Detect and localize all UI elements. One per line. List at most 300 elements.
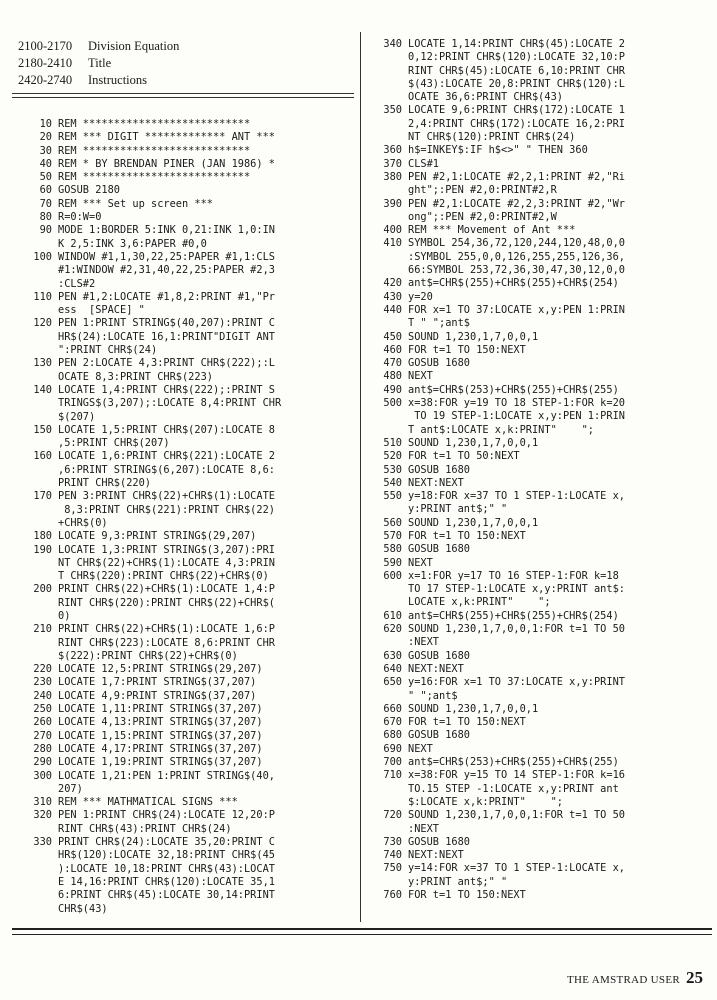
line-number: 10 (39, 118, 52, 130)
code-text: REM * BY BRENDAN PINER (JAN 1986) * (58, 157, 275, 170)
code-text: T " ";ant$ (408, 317, 470, 330)
code-line (366, 131, 714, 144)
code-text: PRINT CHR$(24):LOCATE 35,20:PRINT C (58, 836, 275, 849)
code-line (16, 610, 356, 623)
code-line (16, 650, 356, 663)
line-number: 560 (383, 516, 402, 529)
line-number (16, 557, 58, 570)
code-line (16, 464, 356, 477)
code-line (366, 410, 714, 423)
code-text: LOCATE 1,4:PRINT CHR$(222);:PRINT S (58, 383, 275, 396)
line-number: 140 (33, 383, 52, 396)
code-line (366, 650, 714, 663)
magazine-name: THE AMSTRAD USER (567, 974, 680, 986)
code-line (366, 211, 714, 224)
code-line (366, 729, 714, 742)
code-text: ant$=CHR$(255)+CHR$(255)+CHR$(254) (408, 609, 619, 622)
line-number: 530 (383, 463, 402, 476)
line-number: 300 (33, 769, 52, 782)
line-number: 150 (33, 423, 52, 436)
code-line (366, 331, 714, 344)
code-line (366, 503, 714, 516)
code-line (366, 291, 714, 304)
line-number (366, 876, 408, 889)
line-number: 710 (383, 769, 402, 782)
code-text: FOR t=1 TO 50:NEXT (408, 450, 520, 463)
code-line (366, 184, 714, 197)
code-text: REM *** DIGIT ************* ANT *** (58, 131, 275, 144)
code-line (16, 809, 356, 822)
line-number: 250 (33, 703, 52, 716)
code-text: R=0:W=0 (58, 211, 102, 224)
code-line (16, 224, 356, 237)
code-text: ant$=CHR$(255)+CHR$(255)+CHR$(254) (408, 277, 619, 290)
code-line (16, 450, 356, 463)
line-number: 420 (383, 277, 402, 290)
code-listing-left (16, 118, 356, 916)
code-line (366, 530, 714, 543)
code-text: GOSUB 1680 (408, 835, 470, 848)
code-line (366, 823, 714, 836)
code-line (16, 690, 356, 703)
code-text: SOUND 1,230,1,7,0,0,1 (408, 436, 539, 449)
code-line (366, 756, 714, 769)
line-number (16, 903, 58, 916)
code-text: y:PRINT ant$;" " (408, 503, 508, 516)
code-text: ant$=CHR$(253)+CHR$(255)+CHR$(255) (408, 383, 619, 396)
code-text: NEXT (408, 556, 433, 569)
line-number (16, 371, 58, 384)
code-text: REM *************************** (58, 118, 251, 130)
line-number (16, 411, 58, 424)
code-text: FOR x=1 TO 37:LOCATE x,y:PEN 1:PRIN (408, 303, 625, 316)
code-text: ong";:PEN #2,0:PRINT#2,W (408, 210, 557, 223)
code-line (366, 118, 714, 131)
line-number: 180 (33, 530, 52, 543)
line-number: 240 (33, 689, 52, 702)
code-line (366, 783, 714, 796)
code-text: REM *************************** (58, 171, 251, 184)
line-number (16, 397, 58, 410)
code-text: PRINT CHR$(22)+CHR$(1):LOCATE 1,4:P (58, 583, 275, 596)
code-line (16, 783, 356, 796)
code-line (366, 623, 714, 636)
code-line (366, 876, 714, 889)
line-number: 330 (33, 836, 52, 849)
code-line (16, 171, 356, 184)
line-number: 460 (383, 343, 402, 356)
code-text: PEN 2:LOCATE 4,3:PRINT CHR$(222);:L (58, 357, 275, 370)
code-text: SYMBOL 254,36,72,120,244,120,48,0,0 (408, 237, 625, 250)
code-text: y=14:FOR x=37 TO 1 STEP-1:LOCATE x, (408, 862, 625, 875)
code-text: y=18:FOR x=37 TO 1 STEP-1:LOCATE x, (408, 490, 625, 503)
line-number (366, 51, 408, 64)
code-line (366, 317, 714, 330)
line-number (366, 583, 408, 596)
code-text: 2,4:PRINT CHR$(172):LOCATE 16,2:PRI (408, 117, 625, 130)
code-text: x=1:FOR y=17 TO 16 STEP-1:FOR k=18 (408, 569, 619, 582)
code-text: ,5:PRINT CHR$(207) (58, 437, 170, 450)
code-text: NT CHR$(120):PRINT CHR$(24) (408, 131, 576, 144)
code-text: SOUND 1,230,1,7,0,0,1:FOR t=1 TO 50 (408, 623, 625, 636)
line-number (366, 91, 408, 104)
line-number: 430 (383, 290, 402, 303)
line-number: 540 (383, 476, 402, 489)
routine-title: Instructions (88, 73, 148, 87)
code-text: OCATE 36,6:PRINT CHR$(43) (408, 91, 563, 104)
code-text: ess [SPACE] " (58, 304, 145, 317)
line-number (16, 849, 58, 862)
code-line (366, 836, 714, 849)
line-number: 670 (383, 716, 402, 729)
code-line (16, 158, 356, 171)
line-number (366, 78, 408, 91)
code-text: PEN #2,1:LOCATE #2,2,3:PRINT #2,"Wr (408, 197, 625, 210)
code-text: FOR t=1 TO 150:NEXT (408, 716, 526, 729)
line-number (366, 424, 408, 437)
code-line (366, 716, 714, 729)
code-text: RINT CHR$(220):PRINT CHR$(22)+CHR$( (58, 596, 275, 609)
code-line (366, 370, 714, 383)
line-number: 440 (383, 303, 402, 316)
line-number: 80 (39, 211, 52, 224)
line-number: 60 (39, 184, 52, 197)
line-number (16, 304, 58, 317)
line-number (366, 636, 408, 649)
code-line (16, 876, 356, 889)
code-text: GOSUB 2180 (58, 184, 120, 197)
line-number: 110 (33, 290, 52, 303)
line-number: 290 (33, 756, 52, 769)
code-line (16, 823, 356, 836)
code-text: REM *** Movement of Ant *** (408, 224, 576, 237)
code-text: LOCATE 4,17:PRINT STRING$(37,207) (58, 742, 263, 755)
code-line (366, 663, 714, 676)
line-number: 160 (33, 450, 52, 463)
line-range: 2100-2170 (18, 39, 73, 53)
code-text: $(222):PRINT CHR$(22)+CHR$(0) (58, 649, 238, 662)
code-line (366, 543, 714, 556)
line-number: 220 (33, 663, 52, 676)
code-text: NT CHR$(22)+CHR$(1):LOCATE 4,3:PRIN (58, 556, 275, 569)
code-text: LOCATE 1,11:PRINT STRING$(37,207) (58, 703, 263, 716)
code-text: #1:WINDOW #2,31,40,22,25:PAPER #2,3 (58, 264, 275, 277)
code-line (16, 251, 356, 264)
line-number: 100 (33, 250, 52, 263)
code-line (16, 637, 356, 650)
code-line (16, 211, 356, 224)
line-number: 50 (39, 171, 52, 184)
code-line (16, 317, 356, 330)
code-line (366, 51, 714, 64)
code-text: GOSUB 1680 (408, 463, 470, 476)
code-line (366, 490, 714, 503)
line-number: 130 (33, 357, 52, 370)
code-text: HR$(120):LOCATE 32,18:PRINT CHR$(45 (58, 849, 275, 862)
line-number (16, 344, 58, 357)
code-text: LOCATE 1,7:PRINT STRING$(37,207) (58, 676, 257, 689)
line-number: 200 (33, 583, 52, 596)
code-text: FOR t=1 TO 150:NEXT (408, 889, 526, 901)
code-line (16, 703, 356, 716)
code-line (16, 397, 356, 410)
code-line (16, 344, 356, 357)
code-line (366, 610, 714, 623)
code-line (366, 198, 714, 211)
line-number: 390 (383, 197, 402, 210)
code-text: LOCATE x,k:PRINT" "; (408, 596, 551, 609)
code-text: LOCATE 1,6:PRINT CHR$(221):LOCATE 2 (58, 450, 275, 463)
line-number: 470 (383, 357, 402, 370)
code-text: PEN 1:PRINT STRING$(40,207):PRINT C (58, 317, 275, 330)
code-text: PRINT CHR$(220) (58, 477, 151, 490)
code-line (16, 278, 356, 291)
code-text: 0,12:PRINT CHR$(120):LOCATE 32,10:P (408, 51, 625, 64)
code-line (16, 770, 356, 783)
line-number: 630 (383, 649, 402, 662)
code-line (366, 889, 714, 902)
code-line (16, 131, 356, 144)
code-line (16, 118, 356, 131)
line-number: 570 (383, 529, 402, 542)
line-number (16, 477, 58, 490)
code-text: PRINT CHR$(22)+CHR$(1):LOCATE 1,6:P (58, 623, 275, 636)
code-text: ,6:PRINT STRING$(6,207):LOCATE 8,6: (58, 463, 275, 476)
line-number (16, 331, 58, 344)
code-line (366, 450, 714, 463)
code-line (16, 730, 356, 743)
line-number: 400 (383, 224, 402, 237)
code-line (16, 384, 356, 397)
line-number: 260 (33, 716, 52, 729)
code-line (16, 597, 356, 610)
page-number: 25 (686, 968, 703, 987)
code-line (16, 836, 356, 849)
code-line (16, 264, 356, 277)
code-text: CLS#1 (408, 157, 439, 170)
code-text: PEN #1,2:LOCATE #1,8,2:PRINT #1,"Pr (58, 290, 275, 303)
code-text: WINDOW #1,1,30,22,25:PAPER #1,1:CLS (58, 250, 275, 263)
code-line (366, 557, 714, 570)
code-text: x=38:FOR y=19 TO 18 STEP-1:FOR k=20 (408, 397, 625, 410)
code-text: RINT CHR$(223):LOCATE 8,6:PRINT CHR (58, 636, 275, 649)
code-line (366, 424, 714, 437)
code-line (366, 237, 714, 250)
code-line (16, 557, 356, 570)
code-text: ):LOCATE 10,18:PRINT CHR$(43):LOCAT (58, 862, 275, 875)
line-number: 740 (383, 849, 402, 862)
code-text: PEN 1:PRINT CHR$(24):LOCATE 12,20:P (58, 809, 275, 822)
code-text: SOUND 1,230,1,7,0,0,1 (408, 330, 539, 343)
code-text: LOCATE 1,5:PRINT CHR$(207):LOCATE 8 (58, 423, 275, 436)
line-number: 580 (383, 543, 402, 556)
line-number: 650 (383, 676, 402, 689)
code-text: GOSUB 1680 (408, 729, 470, 742)
index-rule-bottom (12, 97, 354, 98)
code-text: SOUND 1,230,1,7,0,0,1 (408, 516, 539, 529)
code-text: FOR t=1 TO 150:NEXT (408, 529, 526, 542)
code-line (366, 104, 714, 117)
code-line (16, 623, 356, 636)
code-text: TO 17 STEP-1:LOCATE x,y:PRINT ant$: (408, 583, 625, 596)
line-number: 30 (39, 144, 52, 157)
line-number (16, 504, 58, 517)
code-line (366, 796, 714, 809)
line-number: 660 (383, 702, 402, 715)
line-number (366, 690, 408, 703)
line-number: 340 (383, 38, 402, 50)
line-number: 360 (383, 144, 402, 157)
code-text: LOCATE 9,3:PRINT STRING$(29,207) (58, 530, 257, 543)
line-number: 750 (383, 862, 402, 875)
code-text: 66:SYMBOL 253,72,36,30,47,30,12,0,0 (408, 264, 625, 277)
code-text: $:LOCATE x,k:PRINT" "; (408, 795, 563, 808)
line-number: 510 (383, 436, 402, 449)
code-line (366, 78, 714, 91)
code-text: REM *** MATHMATICAL SIGNS *** (58, 796, 238, 809)
code-text: y=16:FOR x=1 TO 37:LOCATE x,y:PRINT (408, 676, 625, 689)
routine-index-row (18, 55, 179, 72)
code-text: LOCATE 1,19:PRINT STRING$(37,207) (58, 756, 263, 769)
code-line (366, 384, 714, 397)
column-divider (360, 32, 361, 922)
code-line (16, 756, 356, 769)
code-line (366, 477, 714, 490)
code-line (16, 504, 356, 517)
code-text: h$=INKEY$:IF h$<>" " THEN 360 (408, 144, 588, 157)
line-number (16, 437, 58, 450)
code-text: $(207) (58, 410, 96, 423)
line-number (16, 570, 58, 583)
code-line (16, 357, 356, 370)
code-text: :NEXT (408, 822, 439, 835)
code-line (16, 198, 356, 211)
code-text: FOR t=1 TO 150:NEXT (408, 343, 526, 356)
code-text: GOSUB 1680 (408, 357, 470, 370)
code-text: MODE 1:BORDER 5:INK 0,21:INK 1,0:IN (58, 224, 275, 237)
line-number: 170 (33, 490, 52, 503)
code-line (16, 291, 356, 304)
code-text: 8,3:PRINT CHR$(221):PRINT CHR$(22) (58, 503, 275, 516)
line-number: 20 (39, 131, 52, 144)
code-line (366, 264, 714, 277)
code-line (366, 636, 714, 649)
line-number (366, 118, 408, 131)
code-line (16, 411, 356, 424)
line-number: 680 (383, 729, 402, 742)
code-text: LOCATE 12,5:PRINT STRING$(29,207) (58, 663, 263, 676)
line-number (16, 823, 58, 836)
line-number: 280 (33, 742, 52, 755)
code-line (16, 477, 356, 490)
line-number (366, 596, 408, 609)
line-number (16, 876, 58, 889)
code-text: ":PRINT CHR$(24) (58, 344, 158, 357)
line-number: 760 (383, 889, 402, 901)
code-text: GOSUB 1680 (408, 543, 470, 556)
code-text: TRINGS$(3,207);:LOCATE 8,4:PRINT CHR (58, 397, 282, 410)
code-line (16, 849, 356, 862)
code-text: LOCATE 1,21:PEN 1:PRINT STRING$(40, (58, 769, 275, 782)
code-text: 207) (58, 782, 83, 795)
line-number (16, 238, 58, 251)
code-line (16, 716, 356, 729)
code-line (366, 304, 714, 317)
code-line (366, 224, 714, 237)
page-footer (567, 968, 703, 988)
code-line (366, 769, 714, 782)
code-text: REM *** Set up screen *** (58, 197, 213, 210)
code-line (366, 849, 714, 862)
code-text: RINT CHR$(45):LOCATE 6,10:PRINT CHR (408, 64, 625, 77)
code-text: LOCATE 4,13:PRINT STRING$(37,207) (58, 716, 263, 729)
code-text: NEXT:NEXT (408, 662, 464, 675)
code-text: E 14,16:PRINT CHR$(120):LOCATE 35,1 (58, 875, 275, 888)
code-text: LOCATE 1,3:PRINT STRING$(3,207):PRI (58, 543, 275, 556)
code-line (16, 570, 356, 583)
code-text: LOCATE 1,14:PRINT CHR$(45):LOCATE 2 (408, 38, 625, 50)
line-range: 2420-2740 (18, 73, 73, 87)
code-text: T ant$:LOCATE x,k:PRINT" "; (408, 423, 594, 436)
index-rule-top (12, 93, 354, 94)
code-text: 6:PRINT CHR$(45):LOCATE 30,14:PRINT (58, 889, 275, 902)
line-number: 720 (383, 809, 402, 822)
code-line (366, 397, 714, 410)
code-line (366, 158, 714, 171)
code-line (366, 862, 714, 875)
line-number: 450 (383, 330, 402, 343)
code-line (16, 371, 356, 384)
code-line (366, 676, 714, 689)
code-text: +CHR$(0) (58, 516, 108, 529)
routine-index-row (18, 72, 179, 89)
code-text: T CHR$(220):PRINT CHR$(22)+CHR$(0) (58, 570, 269, 583)
line-number: 370 (383, 157, 402, 170)
code-text: GOSUB 1680 (408, 649, 470, 662)
line-number (16, 278, 58, 291)
code-line (366, 809, 714, 822)
code-line (16, 903, 356, 916)
code-text: RINT CHR$(43):PRINT CHR$(24) (58, 822, 232, 835)
code-line (366, 38, 714, 51)
line-number (366, 783, 408, 796)
line-number (16, 783, 58, 796)
line-number (16, 517, 58, 530)
line-number (16, 650, 58, 663)
code-text: LOCATE 9,6:PRINT CHR$(172):LOCATE 1 (408, 104, 625, 117)
code-line (366, 596, 714, 609)
code-text: :CLS#2 (58, 277, 96, 290)
line-number: 550 (383, 490, 402, 503)
code-line (16, 145, 356, 158)
code-line (366, 570, 714, 583)
code-line (366, 91, 714, 104)
line-number (366, 796, 408, 809)
code-line (16, 238, 356, 251)
code-text: y:PRINT ant$;" " (408, 875, 508, 888)
line-number: 490 (383, 383, 402, 396)
line-number: 600 (383, 569, 402, 582)
line-number (366, 184, 408, 197)
line-number: 230 (33, 676, 52, 689)
code-line (16, 424, 356, 437)
line-number (366, 251, 408, 264)
code-line (366, 144, 714, 157)
line-number (366, 264, 408, 277)
line-number (366, 317, 408, 330)
line-number: 590 (383, 556, 402, 569)
code-text: y=20 (408, 290, 433, 303)
